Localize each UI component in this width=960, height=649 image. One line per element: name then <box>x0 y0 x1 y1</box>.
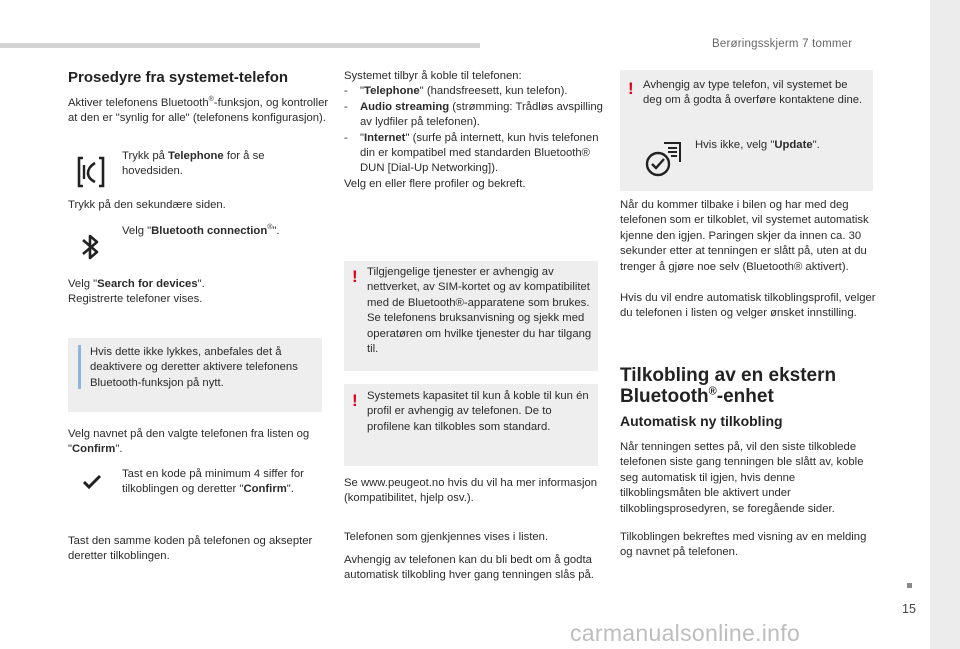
page-edge-band <box>930 0 960 649</box>
paragraph-auto-reconnect: Når tenningen settes på, vil den siste tilkoblede telefonen siste gang tenningen ble slått av, koble seg automatisk til igjen, hvis denne tilkoblingsmåten ble aktivert under tilkoblingsprosedyren, se foregående sider. <box>620 441 864 515</box>
warning-icon: ! <box>628 79 634 98</box>
subsection-title: Automatisk ny tilkobling <box>620 413 783 429</box>
check-icon <box>82 474 102 490</box>
paragraph-search-devices: Velg "Search for devices". Registrerte telefoner vises. <box>68 278 205 306</box>
update-contacts-icon <box>644 140 686 178</box>
list-item: - "Telephone" (handsfreesett, kun telefon). <box>344 84 606 99</box>
bluetooth-icon <box>80 230 102 264</box>
list-item: - Audio streaming (strømming: Trådløs avspilling av lydfiler på telefonen). <box>344 100 606 131</box>
step-enter-code: Tast en kode på minimum 4 siffer for tilkoblingen og deretter "Confirm". <box>122 468 304 496</box>
paragraph-confirmation: Tilkoblingen bekreftes med visning av en melding og navnet på telefonen. <box>620 531 867 559</box>
phone-icon <box>76 155 106 189</box>
profiles-list <box>344 84 606 176</box>
step-update: Hvis ikke, velg "Update". <box>695 139 820 151</box>
profiles-outro: Velg en eller flere profiler og bekreft. <box>344 177 526 190</box>
profiles-intro: Systemet tilbyr å koble til telefonen: <box>344 70 522 82</box>
paragraph-more-info: Se www.peugeot.no hvis du vil ha mer informasjon (kompatibilitet, hjelp osv.). <box>344 477 598 505</box>
paragraph-confirm-on-phone: Tast den samme koden på telefonen og aksepter deretter tilkoblingen. <box>68 535 313 563</box>
page-marker <box>907 583 912 588</box>
section-header: Berøringsskjerm 7 tommer <box>712 38 853 50</box>
paragraph-activate-bluetooth: Aktiver telefonens Bluetooth®-funksjon, og kontroller at den er "synlig for alle" (telefonens konfigurasjon). <box>68 96 329 125</box>
warning-text-services: Tilgjengelige tjenester er avhengig av nettverket, av SIM-kortet og av kompatibilitet med de Bluetooth®-apparatene som brukes. Se telefonens bruksanvisning og sjekk med operatøren om hvilke tjenester du har tilgang til. <box>367 266 592 356</box>
paragraph-phone-listed: Telefonen som gjenkjennes vises i listen. <box>344 531 549 543</box>
list-item: - "Internet" (surfe på internett, kun hvis telefonen din er kompatibel med standarden Bluetooth® DUN [Dial-Up Networking]). <box>344 131 606 177</box>
profiles-block <box>344 69 606 192</box>
step-bluetooth-connection: Velg "Bluetooth connection®". <box>122 224 280 237</box>
info-marker <box>78 345 81 389</box>
warning-icon: ! <box>352 267 358 286</box>
warning-icon: ! <box>352 391 358 410</box>
paragraph-secondary-page: Trykk på den sekundære siden. <box>68 199 226 211</box>
warning-text-capacity: Systemets kapasitet til kun å koble til kun én profil er avhengig av telefonen. De to profilene kan tilkobles som standard. <box>367 390 589 433</box>
section-title: Prosedyre fra systemet-telefon <box>68 69 289 86</box>
warning-text-contacts: Avhengig av type telefon, vil systemet be deg om å godta å overføre kontaktene dine. <box>643 79 863 107</box>
paragraph-auto-accept: Avhengig av telefonen kan du bli bedt om å godta automatisk tilkobling hver gang tenningen slås på. <box>344 554 594 582</box>
paragraph-change-profile: Hvis du vil endre automatisk tilkoblingsprofil, velger du telefonen i listen og velger ønsket innstilling. <box>620 292 876 320</box>
paragraph-auto-recognize: Når du kommer tilbake i bilen og har med deg telefonen som er tilkoblet, vil systemet automatisk kjenne den igjen. Paringen skjer da innen ca. 30 sekunder etter at tenningen er slått på, uten at du trenger å gjøre noe selv (Bluetooth® aktivert). <box>620 199 869 273</box>
page-number: 15 <box>902 602 916 616</box>
watermark: carmanualsonline.info <box>570 620 801 646</box>
info-text: Hvis dette ikke lykkes, anbefales det å deaktivere og deretter aktivere telefonens Bluetooth-funksjon på nytt. <box>90 346 298 389</box>
paragraph-select-phone: Velg navnet på den valgte telefonen fra listen og "Confirm". <box>68 428 310 456</box>
header-rule <box>0 43 480 48</box>
section-title-external-device: Tilkobling av en ekstern Bluetooth®-enhet <box>620 365 837 407</box>
step-telephone: Trykk på Telephone for å se hovedsiden. <box>122 150 265 178</box>
